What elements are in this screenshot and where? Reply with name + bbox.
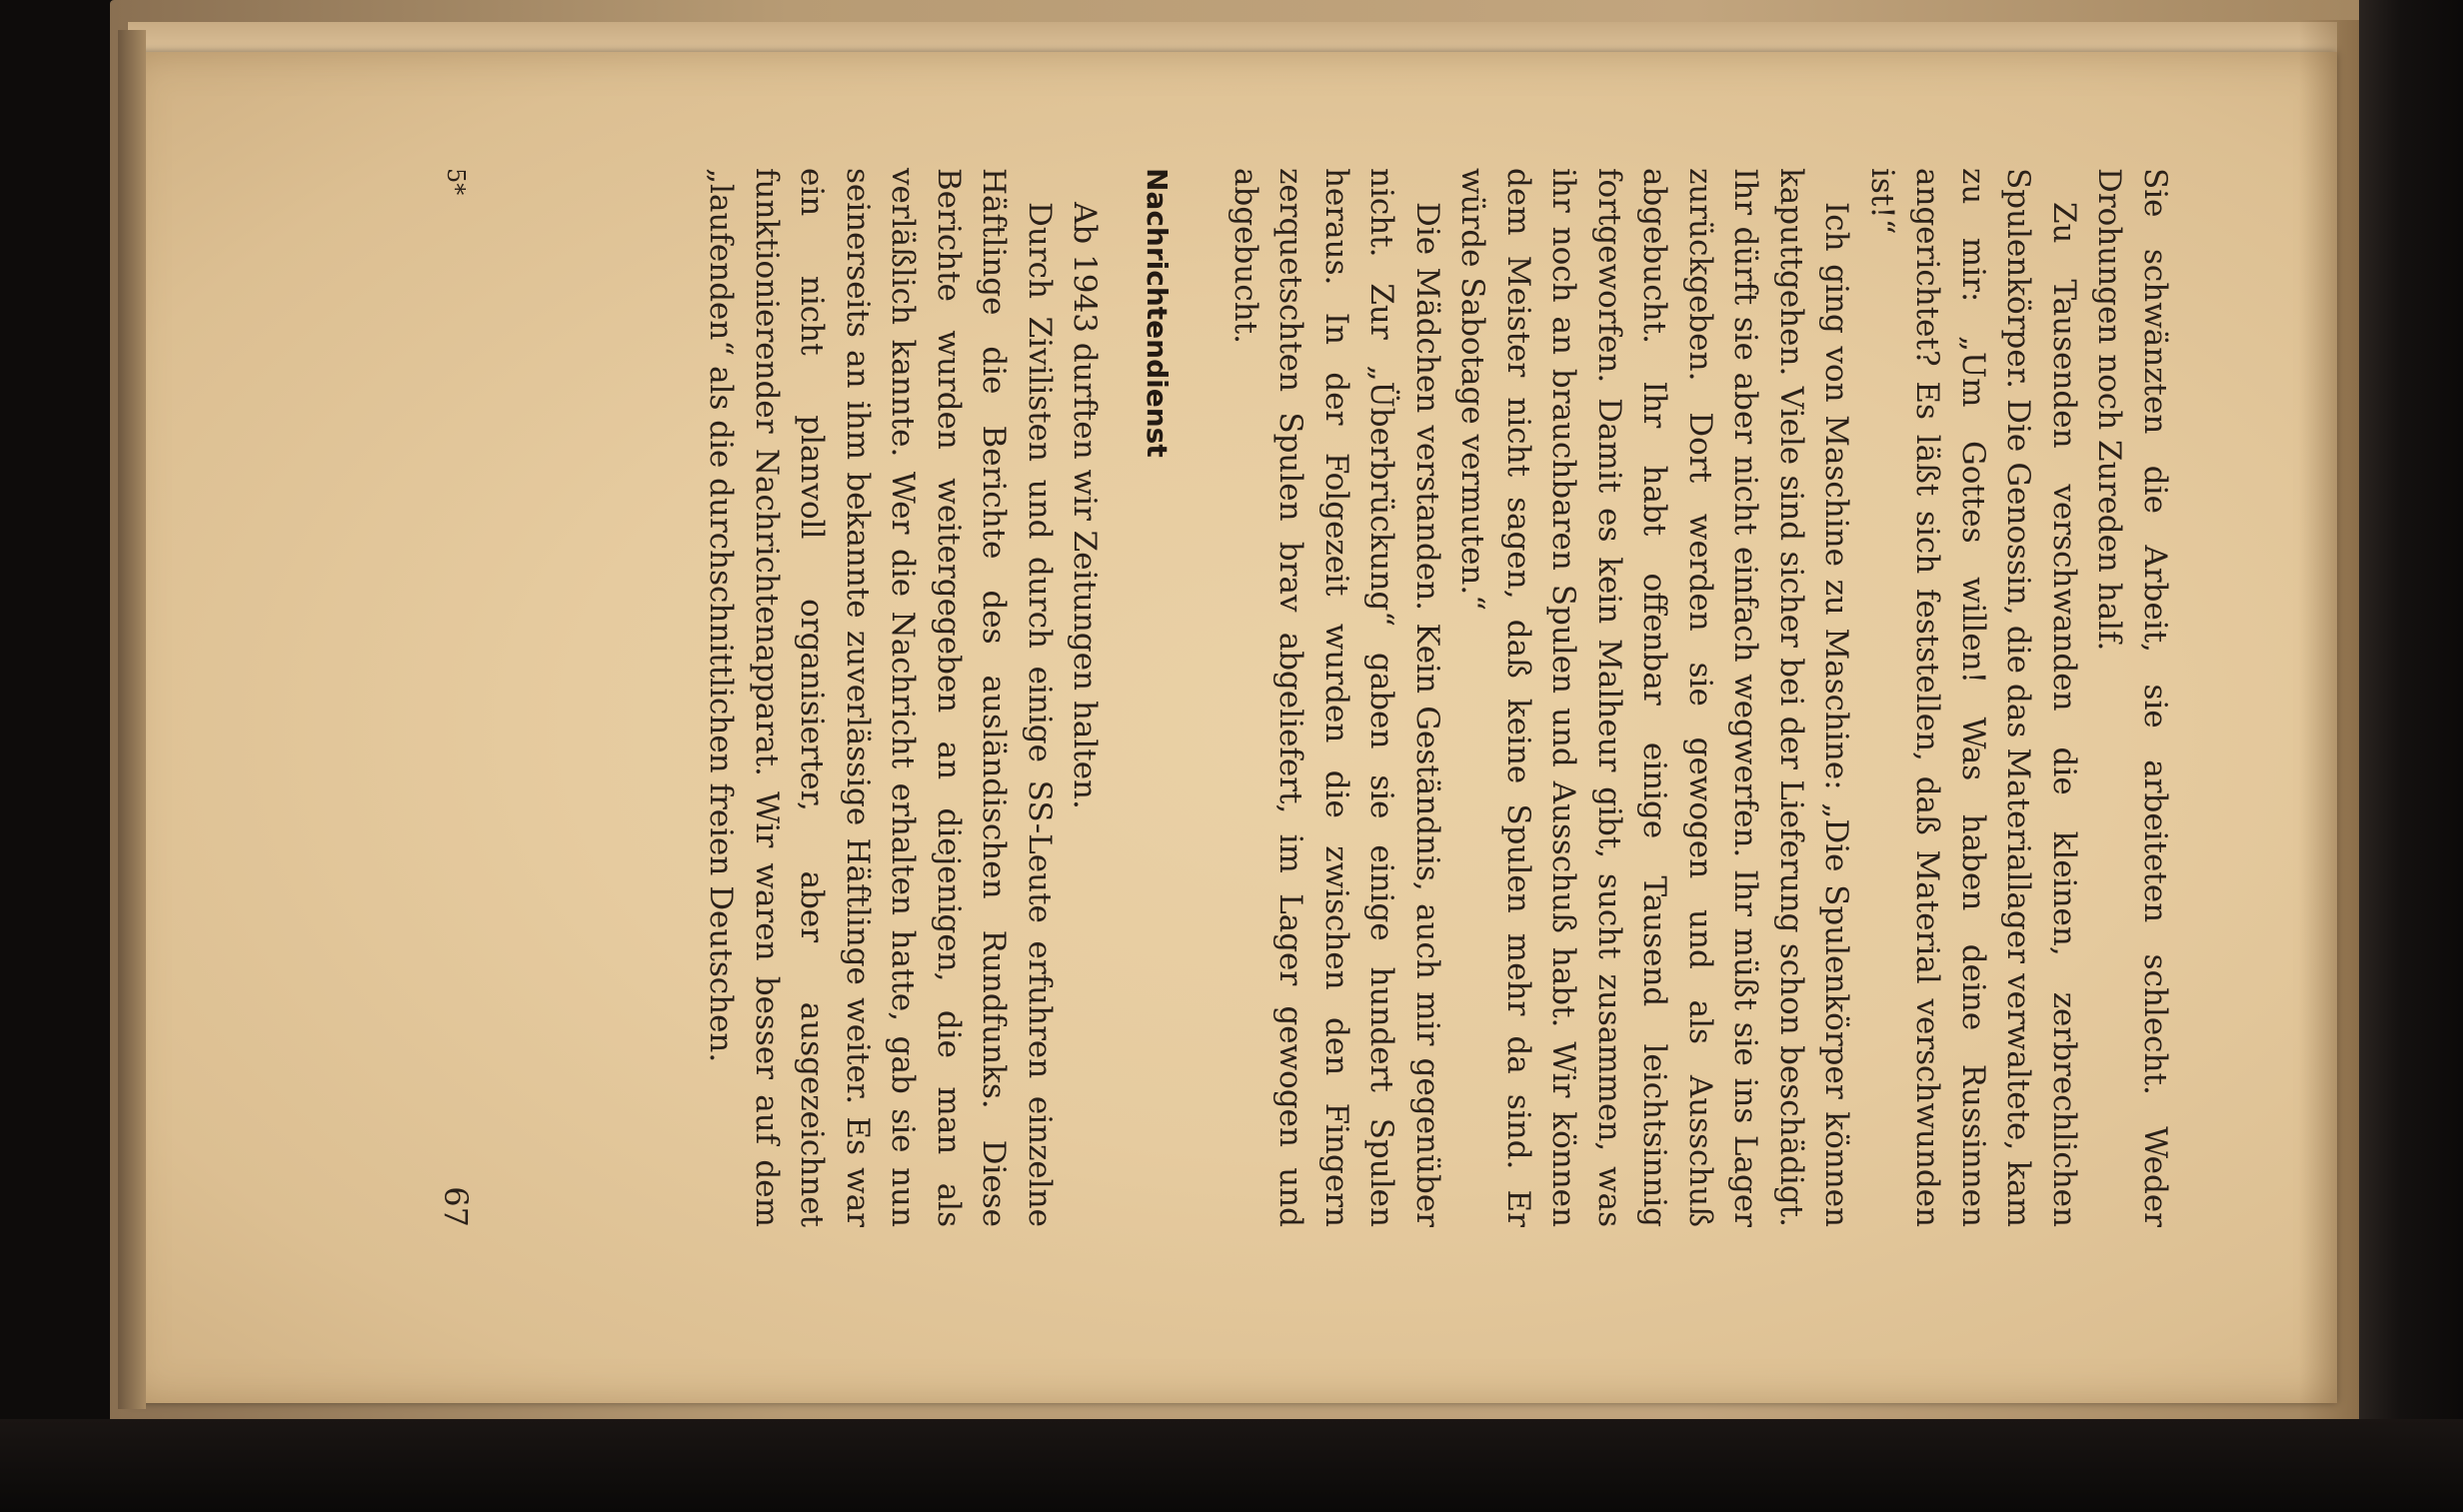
paragraph: Zu Tausenden verschwanden die kleinen, zerbrechlichen Spulenkörper. Die Genossin, die das Materiallager verwaltete, kam zu mir: „Um Gottes willen! Was haben deine Russinnen angerichtet? Es läßt sich feststellen, daß Material verschwunden ist!“	[1864, 168, 2082, 1227]
section-heading: Nachrichtendienst	[1141, 168, 1175, 458]
paragraph: Ich ging von Maschine zu Maschine: „Die Spulenkörper können kaputtgehen. Viele sind sicher bei der Lieferung schon beschädigt. Ihr dürft sie aber nicht einfach wegwerfen. Ihr müßt sie ins Lager zurückgeben. Dort werden sie gewogen und als Ausschuß abgebucht. Ihr habt offenbar einige Tausend leichtsinnig fortgeworfen. Damit es kein Malheur gibt, sucht zusammen, was ihr noch an brauchbaren Spulen und Ausschuß habt. Wir können dem Meister nicht sagen, daß keine Spulen mehr da sind. Er würde Sabotage vermuten.“	[1454, 168, 1855, 1227]
spine-shadow	[2299, 20, 2359, 1419]
page-number: 67	[437, 1186, 475, 1227]
page-top-edge	[128, 22, 2337, 54]
signature-mark: 5*	[442, 168, 470, 196]
paragraph: Die Mädchen verstanden. Kein Geständnis, auch mir gegenüber nicht. Zur „Überbrückung“ gaben sie einige hundert Spulen heraus. In der Folgezeit wurden die zwischen den Fingern zerquetschten Spulen brav abgeliefert, im Lager gewogen und abgebucht.	[1228, 168, 1445, 1227]
rotated-text-frame	[398, 168, 2177, 1227]
page-gutter	[118, 30, 146, 1409]
backdrop-right	[2359, 0, 2463, 1512]
paragraph: Durch Zivilisten und durch einige SS-Leute erfuhren einzelne Häftlinge die Berichte des ausländischen Rundfunks. Diese Berichte wurden weitergegeben an diejenigen, die man als verläßlich kannte. Wer die Nachricht erhalten hatte, gab sie nun seinerseits an ihm bekannte zuverlässige Häftlinge weiter. Es war ein nicht planvoll organisierter, aber ausgezeichnet funktionierender Nachrichtenapparat. Wir waren besser auf dem „laufenden“ als die durchschnittlichen freien Deutschen.	[703, 168, 1058, 1227]
paragraph: Sie schwänzten die Arbeit, sie arbeiteten schlecht. Weder Drohungen noch Zureden half.	[2091, 168, 2173, 1227]
text-column	[398, 168, 2177, 1227]
paragraph: Ab 1943 durften wir Zeitungen halten.	[1067, 202, 1104, 809]
backdrop-bottom	[0, 1419, 2463, 1512]
